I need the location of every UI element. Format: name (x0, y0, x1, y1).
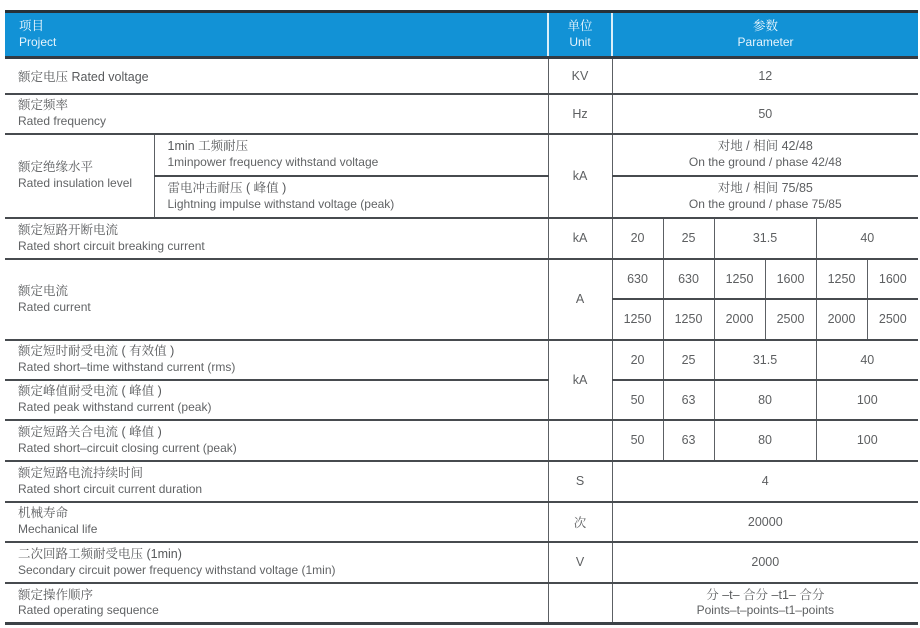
value-breaking-current: 31.5 (714, 218, 816, 259)
header-parameter-zh: 参数 (753, 19, 779, 34)
table-header-row (5, 12, 918, 58)
label-insulation-level: 额定绝缘水平 Rated insulation level (5, 134, 154, 218)
unit-mechanical-life: 次 (548, 502, 612, 542)
value-closing-current: 80 (714, 420, 816, 461)
table-row (5, 259, 918, 299)
value-rated-current: 2000 (714, 299, 765, 340)
value-rated-current: 1250 (612, 299, 663, 340)
label-operating-sequence: 额定操作顺序 Rated operating sequence (5, 583, 548, 624)
value-closing-current: 50 (612, 420, 663, 461)
value-rated-current: 2500 (765, 299, 816, 340)
table-row (5, 420, 918, 461)
unit-closing-current (548, 420, 612, 461)
value-operating-sequence: 分 –t– 合分 –t1– 合分 Points–t–points–t1–points (612, 583, 918, 624)
label-rated-current: 额定电流 Rated current (5, 259, 548, 340)
value-rated-current: 630 (663, 259, 714, 299)
value-mechanical-life: 20000 (612, 502, 918, 542)
value-closing-current: 63 (663, 420, 714, 461)
table-row (5, 58, 918, 94)
specification-table (5, 10, 918, 625)
label-rated-voltage: 额定电压 Rated voltage (5, 58, 548, 94)
value-peak-withstand: 80 (714, 380, 816, 420)
table-row (5, 583, 918, 624)
table-row (5, 461, 918, 502)
label-closing-current: 额定短路关合电流 ( 峰值 ) Rated short–circuit closing current (peak) (5, 420, 548, 461)
value-rated-voltage: 12 (612, 58, 918, 94)
table-row (5, 380, 918, 420)
table-row (5, 94, 918, 134)
label-short-time-withstand: 额定短时耐受电流 ( 有效值 ) Rated short–time withstand current (rms) (5, 340, 548, 380)
label-secondary-circuit: 二次回路工频耐受电压 (1min) Secondary circuit power frequency withstand voltage (1min) (5, 542, 548, 583)
header-project (5, 12, 548, 58)
value-rated-current: 1250 (816, 259, 867, 299)
unit-rated-current: A (548, 259, 612, 340)
header-unit-zh: 单位 (567, 19, 593, 34)
value-breaking-current: 25 (663, 218, 714, 259)
label-rated-frequency: 额定频率 Rated frequency (5, 94, 548, 134)
header-parameter (612, 12, 918, 58)
label-power-frequency-withstand: 1min 工频耐压 1minpower frequency withstand voltage (154, 134, 548, 176)
value-closing-current: 100 (816, 420, 918, 461)
header-unit-en: Unit (569, 34, 591, 49)
header-project-en: Project (19, 34, 57, 49)
header-parameter-en: Parameter (737, 34, 794, 49)
table-row (5, 502, 918, 542)
value-rated-current: 2500 (867, 299, 918, 340)
unit-operating-sequence (548, 583, 612, 624)
value-rated-current: 630 (612, 259, 663, 299)
unit-short-time-withstand: kA (548, 340, 612, 420)
value-breaking-current: 20 (612, 218, 663, 259)
label-breaking-current: 额定短路开断电流 Rated short circuit breaking current (5, 218, 548, 259)
value-short-time-withstand: 20 (612, 340, 663, 380)
value-short-time-withstand: 31.5 (714, 340, 816, 380)
value-peak-withstand: 63 (663, 380, 714, 420)
value-short-time-withstand: 25 (663, 340, 714, 380)
value-peak-withstand: 100 (816, 380, 918, 420)
value-short-time-withstand: 40 (816, 340, 918, 380)
label-lightning-impulse-withstand: 雷电冲击耐压 ( 峰值 ) Lightning impulse withstand voltage (peak) (154, 176, 548, 218)
value-rated-current: 1250 (663, 299, 714, 340)
value-duration: 4 (612, 461, 918, 502)
header-unit (548, 12, 612, 58)
label-mechanical-life: 机械寿命 Mechanical life (5, 502, 548, 542)
value-rated-current: 1250 (714, 259, 765, 299)
unit-rated-voltage: KV (548, 58, 612, 94)
unit-rated-frequency: Hz (548, 94, 612, 134)
value-rated-current: 2000 (816, 299, 867, 340)
header-project-zh: 项目 (19, 19, 45, 34)
unit-duration: S (548, 461, 612, 502)
table-row (5, 134, 918, 176)
value-secondary-circuit: 2000 (612, 542, 918, 583)
unit-secondary-circuit: V (548, 542, 612, 583)
value-rated-current: 1600 (867, 259, 918, 299)
value-breaking-current: 40 (816, 218, 918, 259)
value-power-frequency-withstand: 对地 / 相间 42/48 On the ground / phase 42/48 (612, 134, 918, 176)
value-rated-current: 1600 (765, 259, 816, 299)
table-row (5, 340, 918, 380)
value-peak-withstand: 50 (612, 380, 663, 420)
label-peak-withstand: 额定峰值耐受电流 ( 峰值 ) Rated peak withstand current (peak) (5, 380, 548, 420)
label-duration: 额定短路电流持续时间 Rated short circuit current duration (5, 461, 548, 502)
value-lightning-impulse-withstand: 对地 / 相间 75/85 On the ground / phase 75/85 (612, 176, 918, 218)
unit-insulation-level: kA (548, 134, 612, 218)
table-row (5, 218, 918, 259)
unit-breaking-current: kA (548, 218, 612, 259)
table-row (5, 542, 918, 583)
value-rated-frequency: 50 (612, 94, 918, 134)
